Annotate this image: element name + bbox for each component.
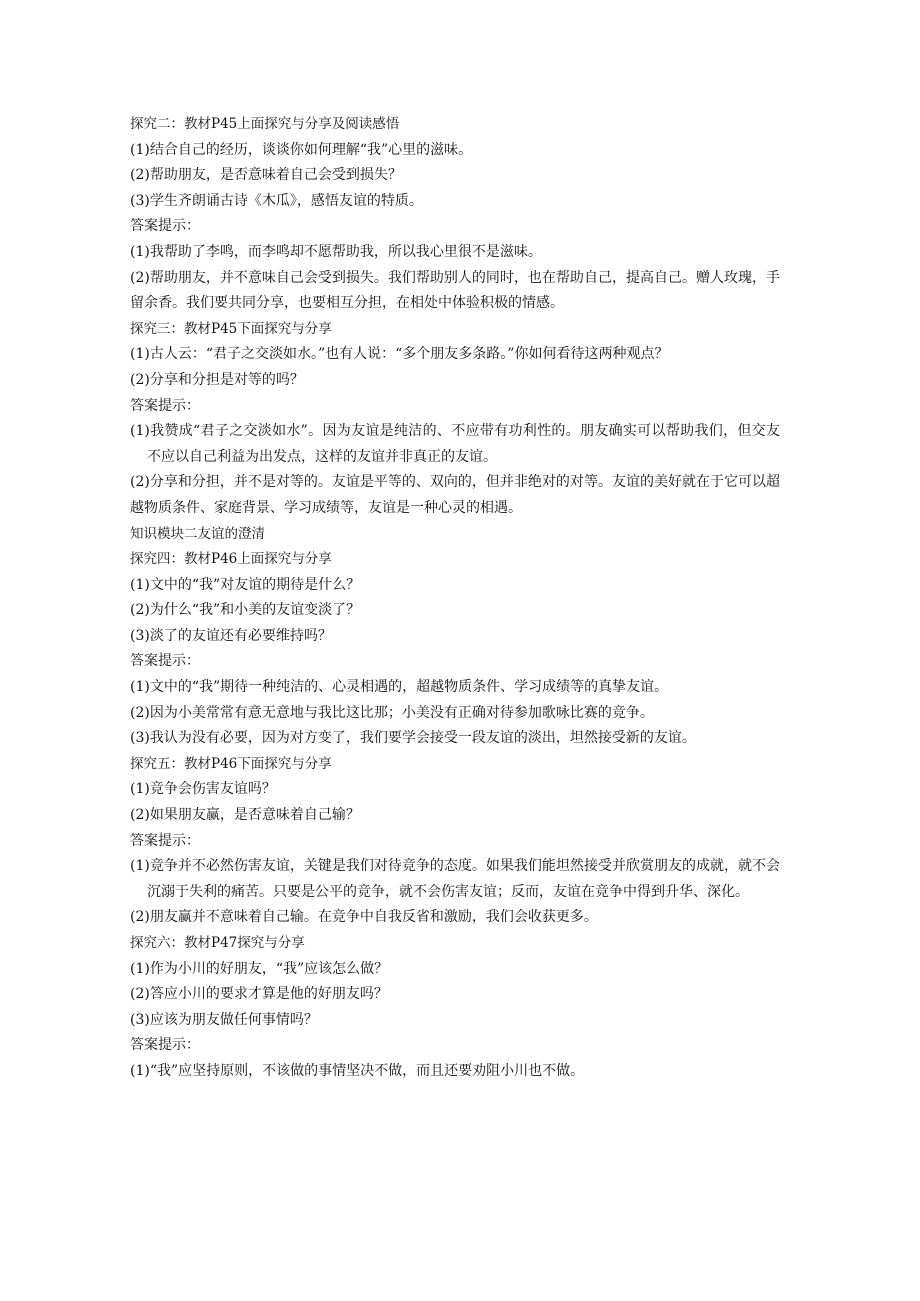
question-item: (1)文中的“我”对友谊的期待是什么？ xyxy=(130,576,361,593)
question-item: (1)作为小川的好朋友，“我”应该怎么做？ xyxy=(130,960,389,977)
answer-label: 答案提示： xyxy=(130,653,200,670)
answer-label: 答案提示： xyxy=(130,1037,200,1054)
question-item: (2)帮助朋友，是否意味着自己会受到损失？ xyxy=(130,167,402,184)
question-item: (2)如果朋友赢，是否意味着自己输？ xyxy=(130,807,360,824)
answer-item: (2)分享和分担，并不是对等的。友谊是平等的、双向的，但并非绝对的对等。友谊的美好就在于它可以超越物质条件、家庭背景、学习成绩等，友谊是一种心灵的相遇。 xyxy=(130,474,780,516)
section-heading: 探究四：教材P46上面探究与分享 xyxy=(130,551,332,568)
question-item: (1)古人云：“君子之交淡如水。”也有人说：“多个朋友多条路。”你如何看待这两种观点？ xyxy=(130,346,669,363)
section-heading: 探究六：教材P47探究与分享 xyxy=(130,935,305,951)
answer-item: (2)朋友赢并不意味着自己输。在竞争中自我反省和激励，我们会收获更多。 xyxy=(130,909,598,926)
answer-label: 答案提示： xyxy=(130,397,200,414)
answer-item: (2)因为小美常常有意无意地与我比这比那；小美没有正确对待参加歌咏比赛的竞争。 xyxy=(130,704,654,721)
section-heading: 探究二：教材P45上面探究与分享及阅读感悟 xyxy=(130,116,400,132)
document-page xyxy=(130,112,780,1085)
question-item: (3)淡了的友谊还有必要维持吗？ xyxy=(130,627,332,644)
answer-item: (1)我帮助了李鸣，而李鸣却不愿帮助我，所以我心里很不是滋味。 xyxy=(130,243,542,260)
question-item: (3)应该为朋友做任何事情吗？ xyxy=(130,1011,318,1028)
section-heading: 探究五：教材P46下面探究与分享 xyxy=(130,755,332,772)
question-item: (2)分享和分担是对等的吗？ xyxy=(130,371,304,388)
answer-item: (1)“我”应坚持原则，不该做的事情坚决不做，而且还要劝阻小川也不做。 xyxy=(130,1062,585,1079)
answer-label: 答案提示： xyxy=(130,832,200,849)
question-item: (1)结合自己的经历，谈谈你如何理解“我”心里的滋味。 xyxy=(130,141,473,158)
answer-item: (1)竞争并不必然伤害友谊，关键是我们对待竞争的态度。如果我们能坦然接受并欣赏朋友的成就，就不会沉溺于失利的痛苦。只要是公平的竞争，就不会伤害友谊；反而，友谊在竞争中得到升华、深化。 xyxy=(130,858,780,900)
question-item: (2)为什么“我”和小美的友谊变淡了？ xyxy=(130,602,361,619)
answer-item: (2)帮助朋友，并不意味自己会受到损失。我们帮助别人的同时，也在帮助自己，提高自己。赠人玫瑰，手留余香。我们要共同分享，也要相互分担，在相处中体验积极的情感。 xyxy=(130,269,780,312)
section-heading: 探究三：教材P45下面探究与分享 xyxy=(130,320,332,337)
answer-item: (3)我认为没有必要，因为对方变了，我们要学会接受一段友谊的淡出，坦然接受新的友谊。 xyxy=(130,730,696,747)
answer-item: (1)我赞成“君子之交淡如水”。因为友谊是纯洁的、不应带有功利性的。朋友确实可以帮助我们，但交友不应以自己利益为出发点，这样的友谊并非真正的友谊。 xyxy=(130,423,780,465)
answer-label: 答案提示： xyxy=(130,218,200,235)
module-heading: 知识模块二友谊的澄清 xyxy=(130,525,265,542)
question-item: (2)答应小川的要求才算是他的好朋友吗？ xyxy=(130,986,388,1003)
answer-item: (1)文中的“我”期待一种纯洁的、心灵相遇的，超越物质条件、学习成绩等的真挚友谊。 xyxy=(130,679,669,696)
question-item: (1)竞争会伤害友谊吗？ xyxy=(130,781,276,798)
question-item: (3)学生齐朗诵古诗《木瓜》，感悟友谊的特质。 xyxy=(130,192,423,209)
